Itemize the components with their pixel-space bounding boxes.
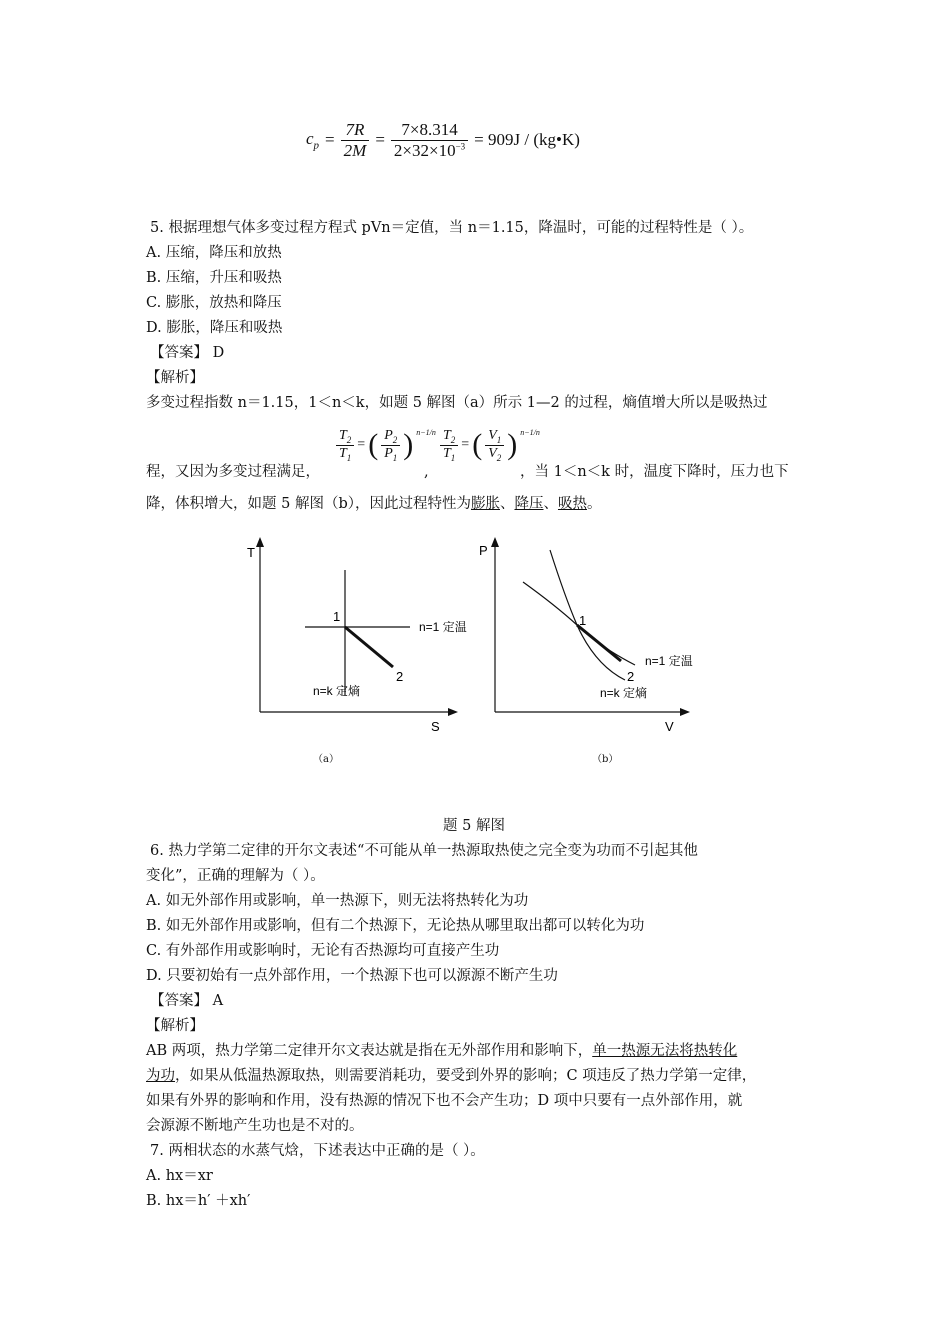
q6-analysis-line3: 如果有外界的影响和作用，没有热源的情况下也不会产生功；D 项中只要有一点外部作用，就 [146, 1093, 743, 1109]
q5-option-d: D. 膨胀，降压和吸热 [146, 320, 283, 336]
figure-a-y-axis-label: T [247, 545, 255, 560]
keyword-pressure-drop: 降压 [514, 496, 544, 512]
q5-analysis-line1: 多变过程指数 n＝1.15，1＜n＜k，如题 5 解图（a）所示 1—2 的过程，熵值增大所以是吸热过 [146, 395, 768, 411]
q6-stem-line2: 变化”，正确的理解为（ ）。 [146, 868, 325, 884]
figure-b-y-axis-label: P [479, 543, 488, 558]
q7-option-b: B. hx＝h′ ＋xh′ [146, 1193, 251, 1209]
figure-a-x-axis-label: S [431, 719, 440, 734]
figure-a-point-1: 1 [333, 609, 341, 624]
keyword-expand: 膨胀 [470, 496, 500, 512]
q6-option-b: B. 如无外部作用或影响，但有二个热源下，无论热从哪里取出都可以转化为功 [146, 918, 645, 934]
formula-fraction-2: $\frac{7\times 8.314}{2\times 32\times 10^{-3}}$ [391, 120, 468, 161]
figure-a-isothermal-label: n=1 定温 [419, 620, 467, 634]
formula-lhs-sub: p [313, 139, 320, 152]
formula-cp: $c_p$ = $\frac{7R}{2M}$ = $\frac{7\times 8.314}{2\times 32\times 10^{-3}}$ = 909J / (kg•K) [306, 119, 580, 160]
figure-b-isentropic-label: n=k 定熵 [600, 686, 648, 700]
figure-b-x-axis-label: V [665, 719, 674, 734]
figure-b-isothermal-label: n=1 定温 [645, 654, 693, 668]
q5-analysis-line2-pre: 程，又因为多变过程满足， [146, 464, 320, 480]
q7-option-a: A. hx＝xr [146, 1168, 213, 1184]
q5-stem: 5. 根据理想气体多变过程方程式 pVn＝定值，当 n＝1.15，降温时，可能的过程特性是（ ）。 [150, 220, 754, 236]
q5-option-c: C. 膨胀，放热和降压 [146, 295, 282, 311]
q6-analysis-line1: AB 两项，热力学第二定律开尔文表达就是指在无外部作用和影响下，单一热源无法将热转化 [146, 1043, 738, 1059]
formula-fraction-1: $\frac{7R}{2M}$ [341, 120, 370, 161]
q6-option-c: C. 有外部作用或影响时，无论有否热源均可直接产生功 [146, 943, 500, 959]
q5-option-b: B. 压缩，升压和吸热 [146, 270, 282, 286]
q6-answer: 【答案】 A [150, 993, 224, 1009]
q5-answer: 【答案】 D [150, 345, 225, 361]
q6-stem-line1: 6. 热力学第二定律的开尔文表述“不可能从单一热源取热使之完全变为功而不引起其他 [150, 843, 698, 859]
figure-b-point-1: 1 [579, 613, 587, 628]
q6-analysis-label: 【解析】 [146, 1018, 204, 1034]
formula-lhs: c [306, 128, 314, 148]
q6-analysis-line2: 为功，如果从低温热源取热，则需要消耗功，要受到外界的影响；C 项违反了热力学第一定律， [146, 1068, 757, 1084]
figure-a-ts-diagram [245, 535, 475, 735]
figure-a-caption: （a） [313, 754, 339, 765]
q5-analysis-line3: 降，体积增大，如题 5 解图（b），因此过程特性为膨胀、降压、吸热。 [146, 496, 602, 512]
q5-analysis-line2-post: ，当 1＜n＜k 时，温度下降时，压力也下 [520, 464, 789, 480]
keyword-absorb-heat: 吸热 [557, 496, 587, 512]
q7-stem: 7. 两相状态的水蒸气焓，下述表达中正确的是（ ）。 [150, 1143, 485, 1159]
figure-b-caption: （b） [592, 754, 619, 765]
q6-option-a: A. 如无外部作用或影响，单一热源下，则无法将热转化为功 [146, 893, 529, 909]
figure-b-point-2: 2 [627, 669, 635, 684]
formula-result: = 909J / (kg•K) [474, 130, 580, 149]
figure-b-pv-diagram [475, 535, 705, 735]
q6-analysis-line4: 会源源不断地产生功也是不对的。 [146, 1118, 364, 1134]
q5-equation-2: $\frac{T_2}{T_1}$ = ( $\frac{V_1}{V_2}$ ) $^{n-1/n}$ [440, 428, 540, 463]
q5-equation-1: $\frac{T_2}{T_1}$ = ( $\frac{P_2}{P_1}$ ) $^{n-1/n}$ [336, 428, 436, 463]
figure-a-point-2: 2 [396, 669, 404, 684]
q5-analysis-label: 【解析】 [146, 370, 204, 386]
q6-option-d: D. 只要初始有一点外部作用，一个热源下也可以源源不断产生功 [146, 968, 558, 984]
figure-title: 题 5 解图 [443, 818, 505, 834]
q5-option-a: A. 压缩，降压和放热 [146, 245, 282, 261]
figure-a-isentropic-label: n=k 定熵 [313, 684, 361, 698]
